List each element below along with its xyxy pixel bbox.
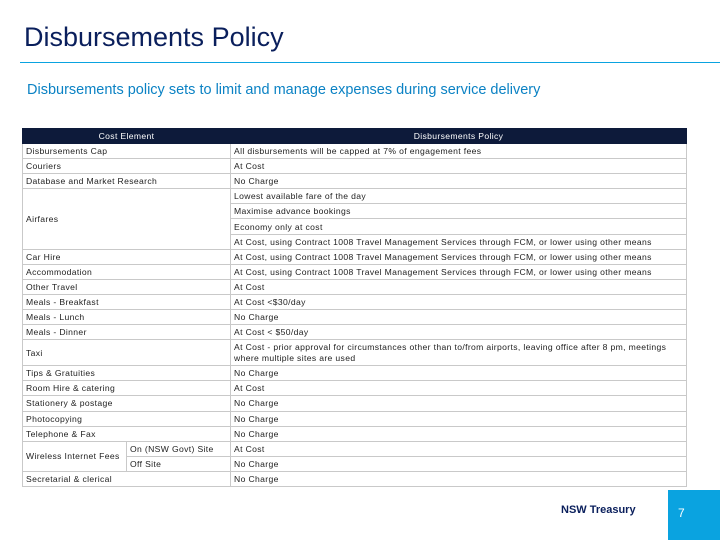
page-title: Disbursements Policy <box>24 22 284 52</box>
policy-cell: At Cost <box>231 381 687 396</box>
policy-cell: No Charge <box>231 471 687 486</box>
header-disbursements-policy: Disbursements Policy <box>231 129 687 144</box>
header-cost-element: Cost Element <box>23 129 231 144</box>
table-row <box>23 381 687 396</box>
page-subtitle: Disbursements policy sets to limit and manage expenses during service delivery <box>27 82 541 98</box>
cost-element-cell: Meals - Breakfast <box>23 294 231 309</box>
policy-cell: No Charge <box>231 426 687 441</box>
table-row <box>23 441 687 456</box>
policy-cell: At Cost < $50/day <box>231 325 687 340</box>
table-row <box>23 366 687 381</box>
cost-element-cell: Room Hire & catering <box>23 381 231 396</box>
table-row <box>23 340 687 366</box>
policy-cell: All disbursements will be capped at 7% of engagement fees <box>231 144 687 159</box>
cost-element-cell: Taxi <box>23 340 231 366</box>
policy-cell: No Charge <box>231 366 687 381</box>
sub-element-cell: Off Site <box>127 456 231 471</box>
disbursements-table <box>22 128 687 487</box>
table-row <box>23 249 687 264</box>
policy-cell: Maximise advance bookings <box>231 204 687 219</box>
footer-org: NSW Treasury <box>561 504 636 516</box>
policy-cell: At Cost, using Contract 1008 Travel Management Services through FCM, or lower using other means <box>231 249 687 264</box>
cost-element-cell: Stationery & postage <box>23 396 231 411</box>
cost-element-cell: Airfares <box>23 189 231 249</box>
cost-element-cell: Telephone & Fax <box>23 426 231 441</box>
policy-cell: At Cost <box>231 159 687 174</box>
table-row <box>23 189 687 204</box>
table-row <box>23 471 687 486</box>
title-divider <box>20 62 720 63</box>
table-row <box>23 294 687 309</box>
table-row <box>23 426 687 441</box>
policy-cell: At Cost <box>231 279 687 294</box>
policy-cell: At Cost - prior approval for circumstances other than to/from airports, leaving office after 8 pm, meetings where multiple sites are used <box>231 340 687 366</box>
table-row <box>23 174 687 189</box>
policy-cell: No Charge <box>231 456 687 471</box>
table-row <box>23 264 687 279</box>
page-number-box <box>668 490 720 540</box>
cost-element-cell: Database and Market Research <box>23 174 231 189</box>
cost-element-cell: Accommodation <box>23 264 231 279</box>
policy-cell: At Cost, using Contract 1008 Travel Management Services through FCM, or lower using other means <box>231 234 687 249</box>
table-row <box>23 325 687 340</box>
table-row <box>23 411 687 426</box>
table-header-row <box>23 129 687 144</box>
policy-cell: At Cost <$30/day <box>231 294 687 309</box>
policy-cell: Economy only at cost <box>231 219 687 234</box>
page-number: 7 <box>678 506 685 520</box>
policy-cell: No Charge <box>231 174 687 189</box>
policy-cell: Lowest available fare of the day <box>231 189 687 204</box>
cost-element-cell: Secretarial & clerical <box>23 471 231 486</box>
policy-cell: No Charge <box>231 411 687 426</box>
table-row <box>23 159 687 174</box>
table-row <box>23 279 687 294</box>
table-row <box>23 144 687 159</box>
sub-element-cell: On (NSW Govt) Site <box>127 441 231 456</box>
cost-element-cell: Meals - Lunch <box>23 310 231 325</box>
cost-element-cell: Meals - Dinner <box>23 325 231 340</box>
cost-element-cell: Photocopying <box>23 411 231 426</box>
policy-cell: At Cost <box>231 441 687 456</box>
table-row <box>23 396 687 411</box>
policy-cell: At Cost, using Contract 1008 Travel Management Services through FCM, or lower using other means <box>231 264 687 279</box>
policy-cell: No Charge <box>231 310 687 325</box>
cost-element-cell: Couriers <box>23 159 231 174</box>
cost-element-cell: Other Travel <box>23 279 231 294</box>
cost-element-cell: Disbursements Cap <box>23 144 231 159</box>
cost-element-cell: Tips & Gratuities <box>23 366 231 381</box>
cost-element-cell: Car Hire <box>23 249 231 264</box>
cost-element-cell: Wireless Internet Fees <box>23 441 127 471</box>
policy-cell: No Charge <box>231 396 687 411</box>
table-row <box>23 310 687 325</box>
